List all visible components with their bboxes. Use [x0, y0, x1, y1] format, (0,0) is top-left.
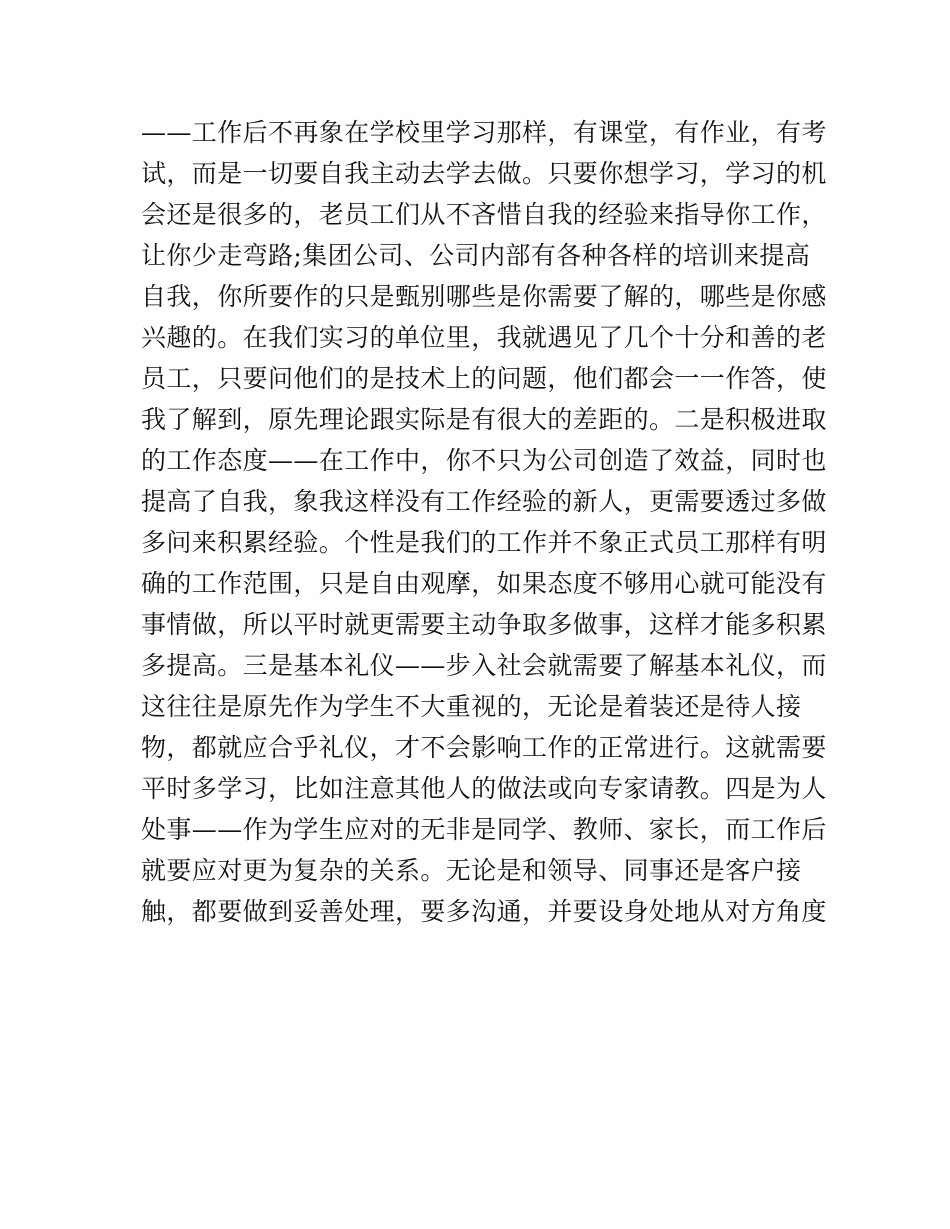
- text-line: ——工作后不再象在学校里学习那样，有课堂，有作业，有考: [141, 118, 827, 147]
- text-line: 试，而是一切要自我主动去学去做。只要你想学习，学习的机: [141, 159, 827, 188]
- text-line: 物，都就应合乎礼仪，才不会影响工作的正常进行。这就需要: [141, 733, 827, 762]
- text-line: 处事——作为学生应对的无非是同学、教师、家长，而工作后: [141, 815, 827, 844]
- text-line: 就要应对更为复杂的关系。无论是和领导、同事还是客户接: [141, 856, 802, 885]
- text-line: 让你少走弯路;集团公司、公司内部有各种各样的培训来提高: [141, 241, 811, 270]
- text-line: 我了解到，原先理论跟实际是有很大的差距的。二是积极进取: [141, 405, 827, 434]
- text-line: 这往往是原先作为学生不大重视的，无论是着装还是待人接: [141, 692, 802, 721]
- text-line: 兴趣的。在我们实习的单位里，我就遇见了几个十分和善的老: [141, 323, 827, 352]
- text-line: 会还是很多的，老员工们从不吝惜自我的经验来指导你工作，: [141, 200, 827, 229]
- text-line: 自我，你所要作的只是甄别哪些是你需要了解的，哪些是你感: [141, 282, 827, 311]
- text-line: 提高了自我，象我这样没有工作经验的新人，更需要透过多做: [141, 487, 827, 516]
- text-line: 的工作态度——在工作中，你不只为公司创造了效益，同时也: [141, 446, 827, 475]
- text-line: 多提高。三是基本礼仪——步入社会就需要了解基本礼仪，而: [141, 651, 827, 680]
- text-line: 确的工作范围，只是自由观摩，如果态度不够用心就可能没有: [141, 569, 827, 598]
- text-line: 平时多学习，比如注意其他人的做法或向专家请教。四是为人: [141, 774, 827, 803]
- text-line: 员工，只要问他们的是技术上的问题，他们都会一一作答，使: [141, 364, 827, 393]
- text-line: 事情做，所以平时就更需要主动争取多做事，这样才能多积累: [141, 610, 827, 639]
- text-line: 多问来积累经验。个性是我们的工作并不象正式员工那样有明: [141, 528, 827, 557]
- text-line: 触，都要做到妥善处理，要多沟通，并要设身处地从对方角度: [141, 897, 827, 926]
- body-text: [141, 112, 827, 932]
